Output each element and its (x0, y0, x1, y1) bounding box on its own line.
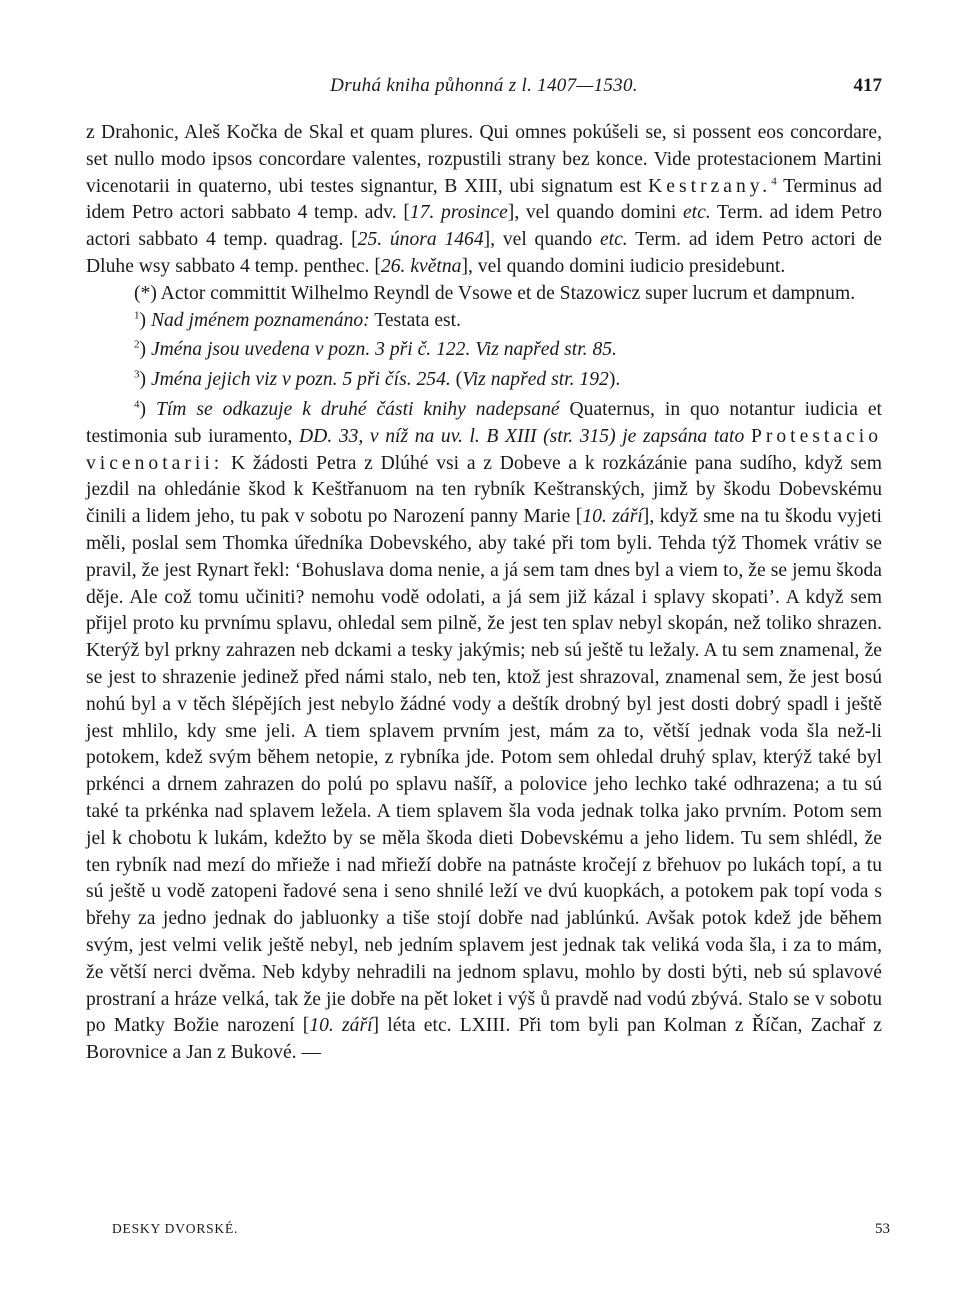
footnote-4: $^4$) Tím se odkazuje k druhé části knihy nadepsané Quaternus, in quo notantur iudicia et testimonia sub iuramento, DD. 33, v níž na uv. l. B XIII (str. 315) je zapsána tato Protestacio vicenotarii: K žádosti Petra z Dlúhé vsi a z Dobeve a k rozkázánie pana sudího, když sem jezdil na ohledánie škod k Keštřanuom na ten rybník Keštranských, jimž by škodu Dobevskému činili a lidem jeho, tu pak v sobotu po Narození panny Marie [10. září], když sme na tu škodu vyjeti měli, poslal sem Thomka úředníka Dobevského, aby také při tom byli. Tehda týž Thomek vrátiv se pravil, že jest Rynart řekl: ‘Bohuslava doma nenie, a já sem tam dnes byl a viem to, že se jemu škoda děje. Ale což tomu učiniti? nemohu vodě odolati, a já sem již kázal i splavy skopati’. A když sem přijel proto ku prvnímu splavu, ohledal sem pilně, že jest ten splav nebyl skopán, než toliko shrazen. Kterýž byl prkny zahrazen neb dckami a tesky jakýmis; neb sú ještě tu ležaly. A tu sem znamenal, že se jest to shrazenie jedinež před námi stalo, neb ten, ktož jest shrazoval, znamenal sem, že jest bosú nohú byl a v těch šlépějích jest nebylo žádné vody a deštík drobný byl jest dosti dobrý spadl i ještě jest mhlilo, kdy sme jeli. A tiem splavem prvním jest, mám za to, větší jednak voda šla než-li potokem, kdež svým během netopie, z rybníka jde. Potom sem ohledal druhý splav, kterýž také byl prkénci a drnem zahrazen do polú po splavu našíř, a polovice jeho lechko také odhrazena; a tu sú také ta prkénka nad splavem ležela. A tiem splavem šla voda jednak tolka jako prvním. Potom sem jel k chobotu k lukám, kdežto by se měla škoda dieti Dobevskému a jeho lidem. Tu sem shlédl, že ten rybník nad mezí do mřieže i nad mřieží dobře na patnáste kročejí z břehuov po lukách topí, a tu sú ještě u vodě zatopeni řadové sena i seno shnilé leží ve dvú kuopkách, a potokem pak topí voda s břehy za jedno jednak do jabluonky a tiše stojí dobře nad jablúnkú. Avšak potok kdež jde během svým, jest velmi velik ještě nebyl, neb jedním splavem jest jednak tak veliká voda šla, i za to mám, že větší nerci dvěma. Neb kdyby nehradili na jednom splavu, mohlo by dosti býti, neb sú splavové prostraní a hráze velká, tak že jie dobře na pět loket i výš ů pravdě nad vodú zbývá. Stalo se v sobotu po Matky Božie narození [10. září] léta etc. LXIII. Při tom byli pan Kolman z Říčan, Zachař z Borovnice a Jan z Bukové. — (86, 398, 882, 1064)
footnote-2: $^2$) Jména jsou uvedena v pozn. 3 při č. 122. Viz napřed str. 85. (134, 338, 617, 361)
running-header (86, 72, 882, 102)
signature-mark: DESKY DVORSKÉ. (112, 1221, 239, 1236)
page-number: 417 (853, 75, 882, 96)
footnote-ref: 4 (771, 175, 777, 188)
running-title: Druhá kniha půhonná z l. 1407—1530. (330, 75, 638, 96)
body-paragraph-2: (*) Actor committit Wilhelmo Reyndl de Vsowe et de Stazowicz super lucrum et dampnum. (134, 282, 856, 304)
letterspaced-heading: Protestacio vicenotarii: (86, 425, 882, 474)
footnote-3: $^3$) Jména jejich viz v pozn. 5 při čís. 254. (Viz napřed str. 192). (134, 368, 621, 391)
letterspaced-name: Kestrzany. (648, 175, 772, 197)
page-footer (112, 1221, 890, 1243)
page (86, 72, 882, 1067)
body-paragraph-1: z Drahonic, Aleš Kočka de Skal et quam plures. Qui omnes pokúšeli se, si possent eos concordare, set nullo modo ipsos concordare valentes, rozpustili strany bez konce. Vide protestacionem Martini vicenotarii in quaterno, ubi testes signantur, B XIII, ubi signatum est Kestrzany.$^4$ Terminus ad idem Petro actori sabbato 4 temp. adv. [17. prosince], vel quando domini etc. Term. ad idem Petro actori sabbato 4 temp. quadrag. [25. února 1464], vel quando etc. Term. ad idem Petro actori de Dluhe wsy sabbato 4 temp. penthec. [26. května], vel quando domini iudicio presidebunt. (86, 122, 882, 277)
signature-number: 53 (875, 1221, 890, 1237)
footnote-1: $^1$) Nad jménem poznamenáno: Testata est. (134, 309, 462, 331)
